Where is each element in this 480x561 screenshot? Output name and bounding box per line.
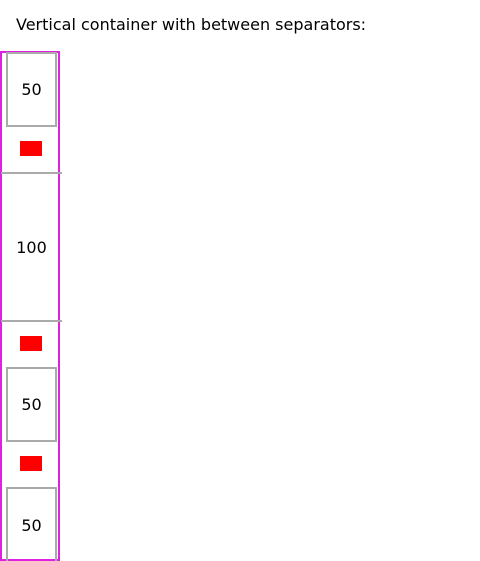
item-label: 50 <box>21 516 42 535</box>
container-item-3 <box>6 367 57 442</box>
item-label: 50 <box>21 80 42 99</box>
item-label: 50 <box>21 395 42 414</box>
caption-text: Vertical container with between separators: <box>16 15 367 34</box>
container-item-4 <box>6 487 57 561</box>
separator-1 <box>20 141 42 156</box>
separator-3 <box>20 456 42 471</box>
item-label: 100 <box>16 237 47 257</box>
container-item-2 <box>1 172 62 322</box>
container-item-1 <box>6 52 57 127</box>
vertical-container <box>0 51 60 561</box>
separator-2 <box>20 336 42 351</box>
